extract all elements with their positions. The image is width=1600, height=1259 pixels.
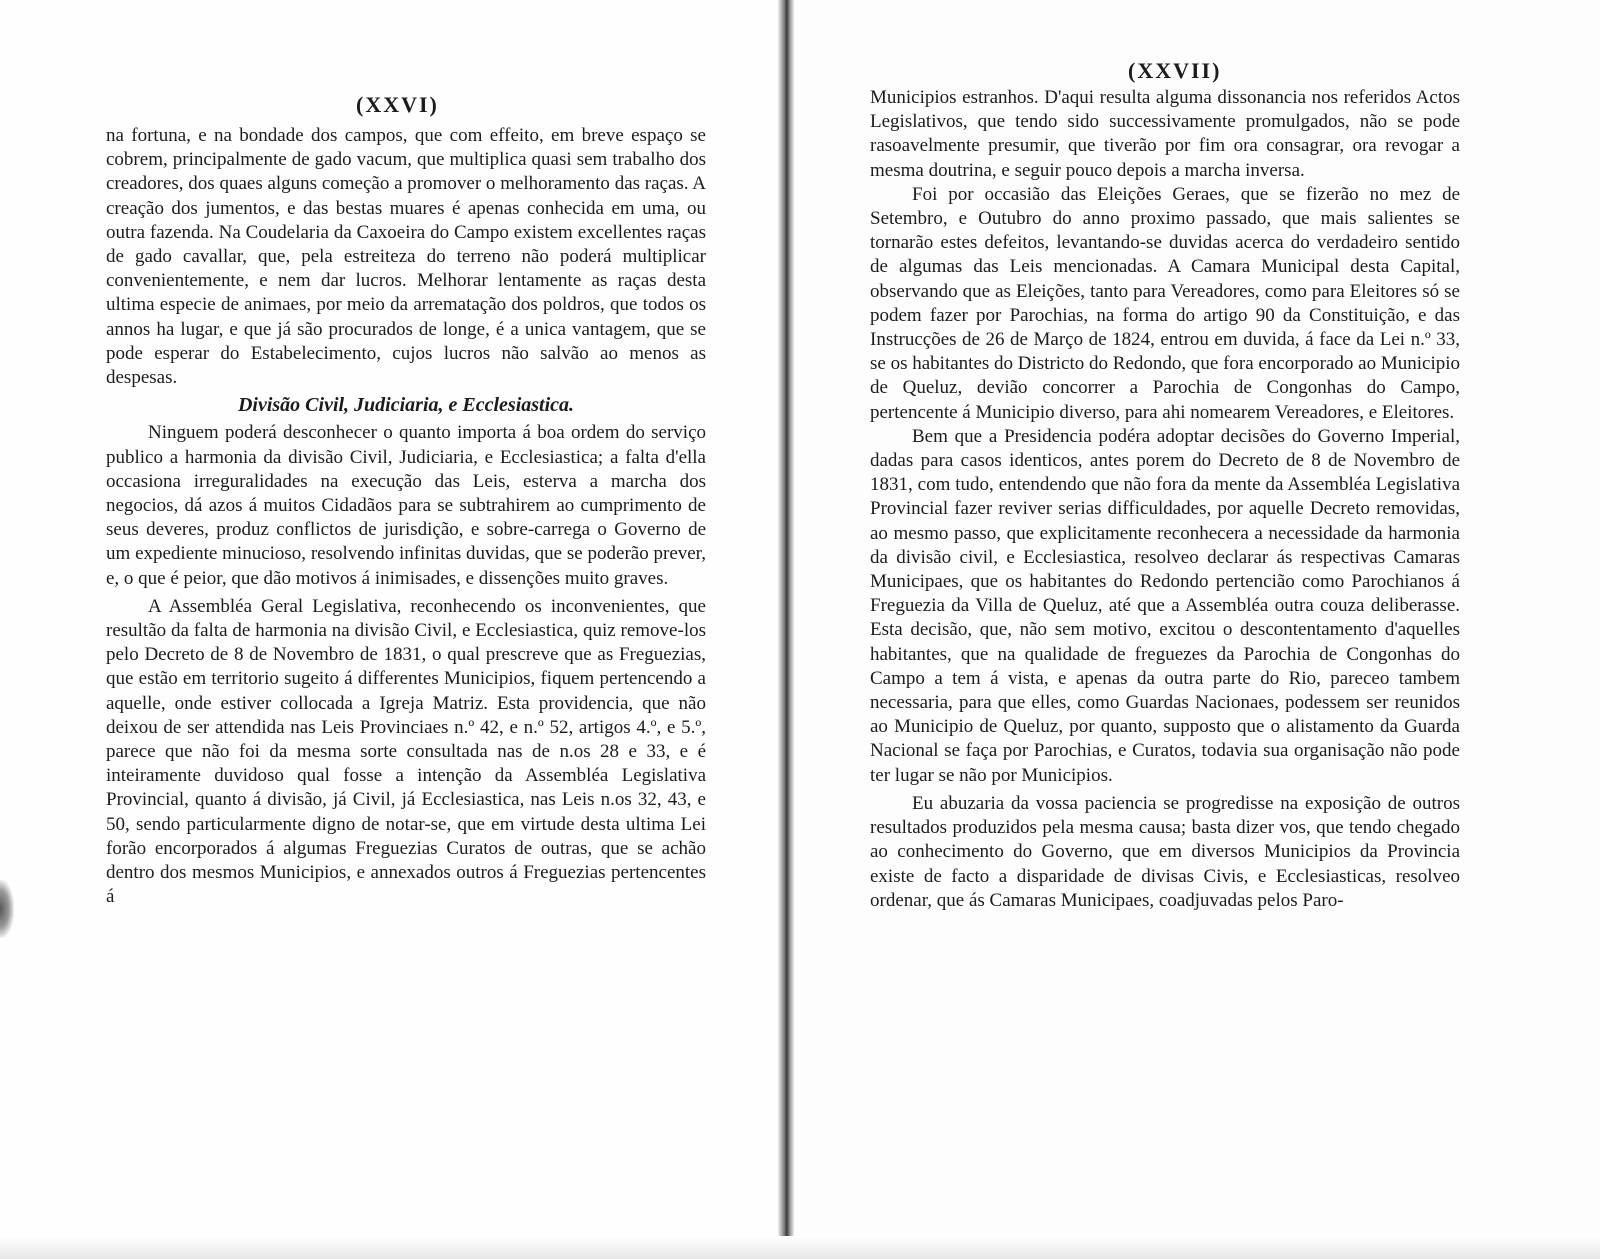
book-gutter bbox=[778, 0, 794, 1259]
left-opening-paragraph: na fortuna, e na bondade dos campos, que com effeito, em breve espaço se cobrem, principalmente de gado vacum, que multiplica quasi sem trabalho dos creadores, dos quaes alguns começão a promover o melhoramento das raças. A creação dos jumentos, e das bestas muares é apenas conhecida em uma, ou outra fazenda. Na Coudelaria da Caxoeira do Campo existem excellentes raças de gado cavallar, que, pela estreiteza do terreno não poderá multiplicar convenientemente, e nem dar lucros. Melhorar lentamente as raças desta ultima especie de animaes, por meio da arrematação dos poldros, que todos os annos ha lugar, e que já são procurados de longe, é a unica vantagem, que se pode esperar do Estabelecimento, cujos lucros não salvão ao menos as despesas. bbox=[106, 125, 706, 389]
left-paragraph-2: Ninguem poderá desconhecer o quanto importa á boa ordem do serviço publico a harmonia da divisão Civil, Judiciaria, e Ecclesiastica; a falta d'ella occasiona irreguralidades na execução das Leis, esterva a marcha dos negocios, dá azos á muitos Cidadãos para se subtrahirem ao cumprimento de seus deveres, produz conflictos de jurisdição, e sobre-carrega o Governo de um expediente minucioso, resolvendo infinitas duvidas, que se poderão prever, e, o que é peior, que dão motivos á inimisades, e dissenções muito graves. bbox=[106, 422, 706, 589]
left-page-folio: (XXVI) bbox=[356, 92, 439, 117]
scan-bottom-edge bbox=[0, 1236, 1600, 1259]
right-page-text bbox=[870, 86, 1460, 913]
right-page bbox=[794, 0, 1600, 1236]
left-page bbox=[0, 0, 778, 1236]
right-paragraph-4: Eu abuzaria da vossa paciencia se progredisse na exposição de outros resultados produzidos pela mesma causa; basta dizer vos, que tendo chegado ao conhecimento do Governo, que em diversos Municipios da Provincia existe de facto a disparidade de divisas Civis, e Ecclesiasticas, resolveo ordenar, que ás Camaras Municipaes, coadjuvadas pelos Paro- bbox=[870, 792, 1460, 911]
section-heading: Divisão Civil, Judiciaria, e Ecclesiastica. bbox=[237, 394, 575, 417]
left-page-text bbox=[106, 124, 706, 910]
right-paragraph-2: Foi por occasião das Eleições Geraes, que se fizerão no mez de Setembro, e Outubro do anno proximo passado, que mais salientes se tornarão estes defeitos, levantando-se duvidas acerca do verdadeiro sentido de algumas das Leis mencionadas. A Camara Municipal desta Capital, observando que as Eleições, tanto para Vereadores, como para Eleitores só se podem fazer por Parochias, na forma do artigo 90 da Constituição, e das Instrucções de 26 de Março de 1824, entrou em duvida, á face da Lei n.º 33, se os habitantes do Districto do Redondo, que fora encorporado ao Municipio de Queluz, devião concorrer a Parochia de Congonhas do Campo, pertencente á Municipio diverso, para ahi nomearem Vereadores, e Eleitores. bbox=[870, 183, 1460, 423]
binding-hole-mark bbox=[0, 880, 14, 938]
right-paragraph-1: Municipios estranhos. D'aqui resulta alguma dissonancia nos referidos Actos Legislativos, que tendo sido successivamente promulgados, não se pode rasoavelmente presumir, que tiverão por fim ora consagrar, ora revogar a mesma doutrina, e seguir pouco depois a marcha inversa. bbox=[870, 87, 1460, 181]
right-paragraph-3: Bem que a Presidencia podéra adoptar decisões do Governo Imperial, dadas para casos identicos, antes porem do Decreto de 8 de Novembro de 1831, com tudo, entendendo que não fora da mente da Assembléa Legislativa Provincial fazer reviver serias difficuldades, por aquelle Decreto removidas, ao mesmo passo, que explicitamente reconhecera a necessidade da harmonia da divisão civil, e Ecclesiastica, resolveo declarar ás respectivas Camaras Municipaes, que os habitantes do Redondo pertencião como Parochianos á Freguezia da Villa de Queluz, até que a Assembléa outra couza deliberasse. Esta decisão, que, não sem motivo, excitou o descontentamento d'aquelles habitantes, que na qualidade de freguezes da Parochia de Congonhas do Campo a tem á vista, e apenas da outra parte do Rio, pareceo tambem necessaria, para que elles, como Guardas Nacionaes, podessem ser reunidos ao Municipio de Queluz, por quanto, supposto que o alistamento da Guarda Nacional se faça por Parochias, e Curatos, todavia sua organisação não pode ter lugar se não por Municipios. bbox=[870, 425, 1460, 786]
left-paragraph-3: A Assembléa Geral Legislativa, reconhecendo os inconvenientes, que resultão da falta de harmonia na divisão Civil, e Ecclesiastica, quiz remove-los pelo Decreto de 8 de Novembro de 1831, o qual prescreve que as Freguezias, que estão em territorio sugeito á differentes Municipios, fiquem pertencendo a aquelle, onde estiver collocada a Igreja Matriz. Esta providencia, que não deixou de ser attendida nas Leis Provinciaes n.º 42, e n.º 52, artigos 4.º, e 5.º, parece que não foi da mesma sorte consultada nas de n.os 28 e 33, e é inteiramente duvidoso qual fosse a intenção da Assembléa Legislativa Provincial, quanto á divisão, já Civil, já Ecclesiastica, nas Leis n.os 32, 43, e 50, sendo particularmente digno de notar-se, que em virtude desta ultima Lei forão encorporados á algumas Freguezias Curatos de outras, que se achão dentro dos mesmos Municipios, e annexados outros á Freguezias pertencentes á bbox=[106, 595, 706, 908]
right-page-folio: (XXVII) bbox=[1128, 58, 1222, 83]
